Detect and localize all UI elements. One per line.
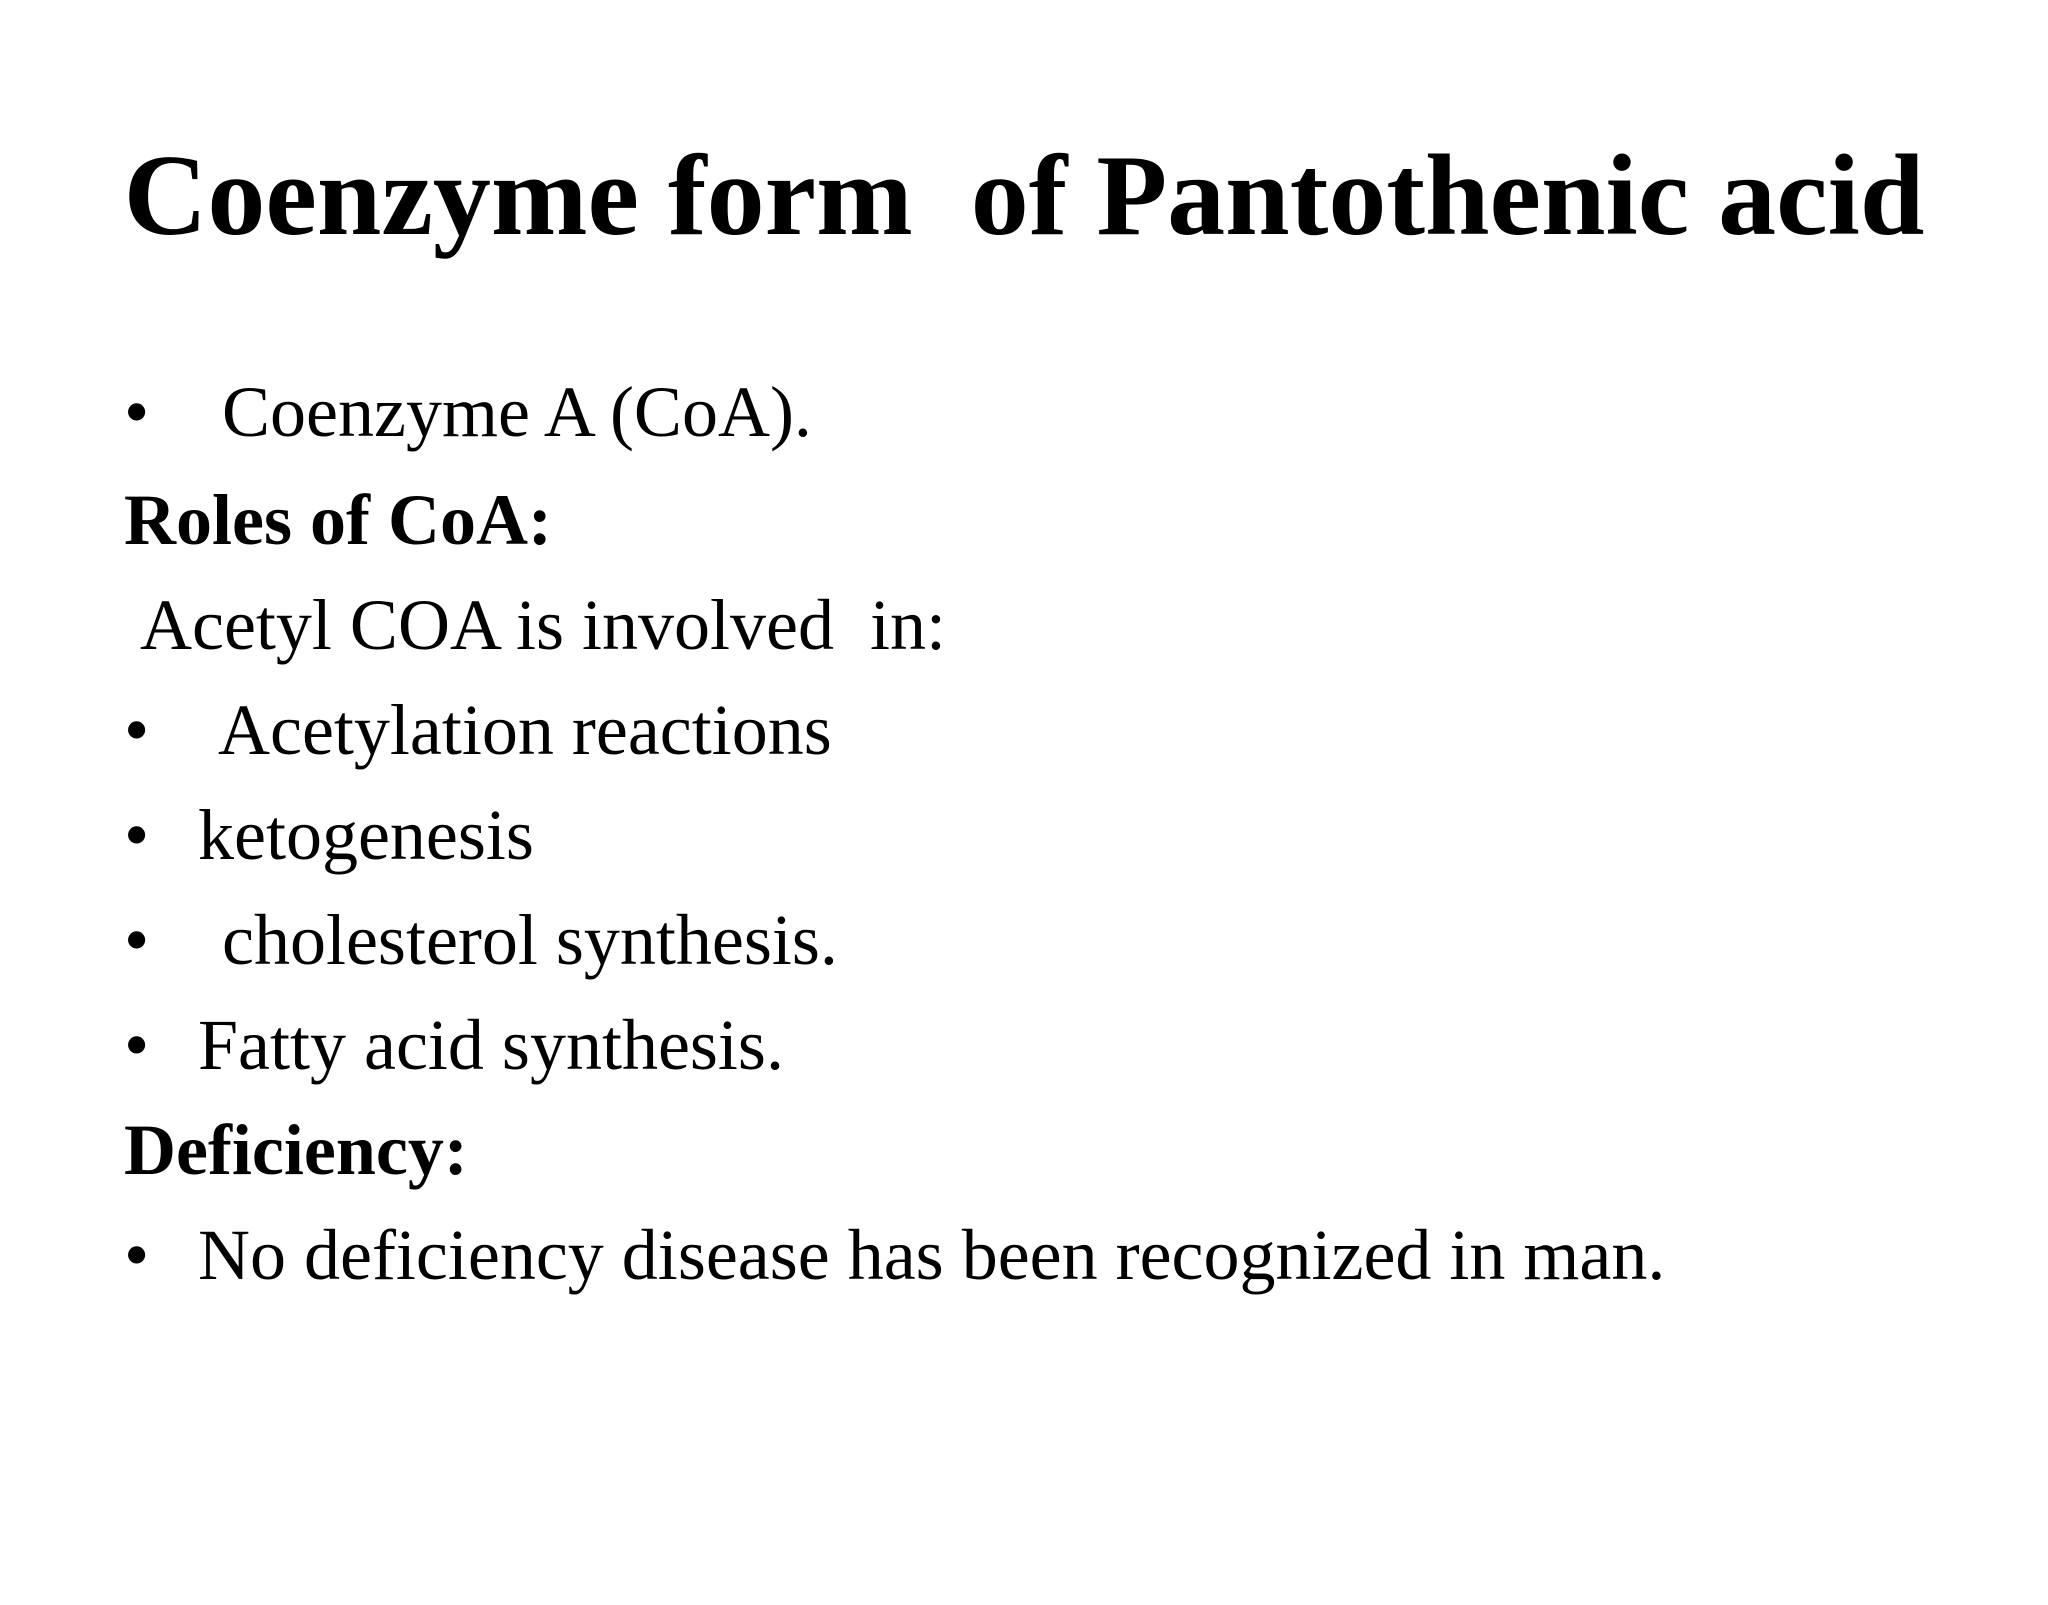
list-item-text: Fatty acid synthesis. bbox=[198, 1005, 784, 1085]
roles-heading-row bbox=[0, 470, 2048, 570]
list-item-acetylation bbox=[0, 680, 2048, 780]
list-item-ketogenesis bbox=[0, 785, 2048, 885]
bullet-icon: • bbox=[124, 795, 150, 875]
bullet-icon: • bbox=[124, 1005, 150, 1085]
list-item-text: Acetylation reactions bbox=[218, 690, 832, 770]
list-item-text: ketogenesis bbox=[198, 795, 534, 875]
roles-heading: Roles of CoA: bbox=[124, 480, 552, 560]
deficiency-heading-row bbox=[0, 1100, 2048, 1200]
list-item-coa bbox=[0, 362, 2048, 462]
acetyl-intro-text: Acetyl COA is involved in: bbox=[140, 585, 946, 665]
bullet-icon: • bbox=[124, 690, 150, 770]
list-item-text: No deficiency disease has been recognized in man. bbox=[198, 1215, 1666, 1295]
bullet-icon: • bbox=[124, 900, 150, 980]
acetyl-intro-row bbox=[0, 575, 2048, 675]
list-item-text: Coenzyme A (CoA). bbox=[222, 372, 812, 452]
list-item-cholesterol bbox=[0, 890, 2048, 990]
list-item-no-deficiency bbox=[0, 1205, 2048, 1305]
slide-title: Coenzyme form of Pantothenic acid bbox=[123, 132, 1925, 260]
list-item-fatty-acid bbox=[0, 995, 2048, 1095]
bullet-icon: • bbox=[124, 372, 150, 452]
list-item-text: cholesterol synthesis. bbox=[222, 900, 838, 980]
bullet-icon: • bbox=[124, 1215, 150, 1295]
deficiency-heading: Deficiency: bbox=[124, 1110, 468, 1190]
